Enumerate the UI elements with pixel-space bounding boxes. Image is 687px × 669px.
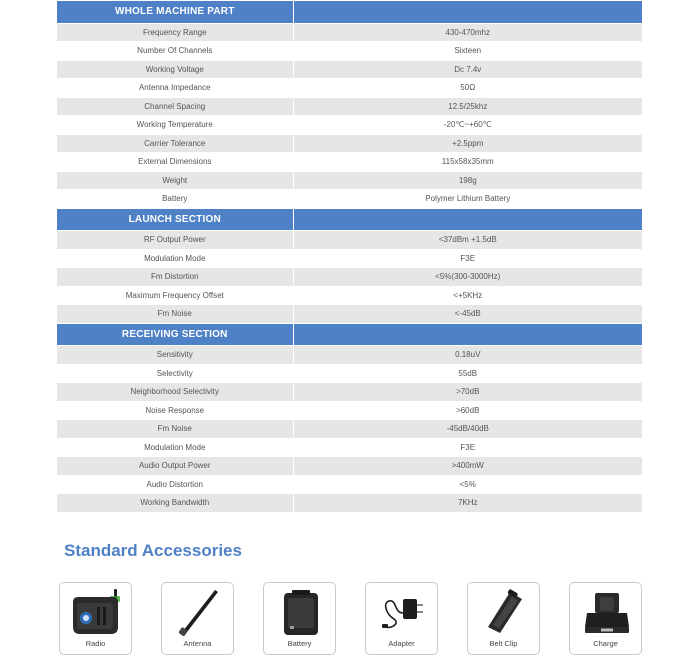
table-row	[57, 171, 642, 190]
table-row	[57, 305, 642, 324]
table-row	[57, 364, 642, 383]
table-row	[57, 401, 642, 420]
table-row	[57, 268, 642, 287]
spec-value: <-45dB	[293, 305, 642, 324]
accessory-label-adapter: Adapter	[388, 639, 415, 648]
accessory-label-radio: Radio	[85, 639, 106, 648]
accessory-battery	[263, 582, 336, 655]
spec-value: 7KHz	[293, 494, 642, 513]
spec-label: Frequency Range	[57, 23, 293, 42]
spec-value: 50Ω	[293, 79, 642, 98]
charger-icon	[576, 587, 637, 637]
spec-label: External Dimensions	[57, 153, 293, 172]
accessory-label-antenna: Antenna	[183, 639, 212, 648]
accessory-label-belt-clip: Belt Clip	[489, 639, 518, 648]
spec-label: Modulation Mode	[57, 249, 293, 268]
adapter-icon	[372, 587, 433, 637]
table-row	[57, 383, 642, 402]
table-row	[57, 420, 642, 439]
spec-label: Audio Distortion	[57, 475, 293, 494]
spec-label: Neighborhood Selectivity	[57, 383, 293, 402]
spec-value: Dc 7.4v	[293, 60, 642, 79]
spec-label: Working Temperature	[57, 116, 293, 135]
table-row	[57, 231, 642, 250]
table-row	[57, 79, 642, 98]
table-row	[57, 42, 642, 61]
accessories-title: Standard Accessories	[64, 541, 242, 560]
spec-value: >60dB	[293, 401, 642, 420]
section-title: WHOLE MACHINE PART	[57, 1, 293, 23]
accessory-belt-clip	[467, 582, 540, 655]
spec-table	[57, 1, 642, 513]
section-header-blank	[293, 208, 642, 231]
spec-label: Noise Response	[57, 401, 293, 420]
section-header	[57, 208, 642, 231]
spec-value: Sixteen	[293, 42, 642, 61]
table-row	[57, 23, 642, 42]
spec-label: Fm Noise	[57, 420, 293, 439]
table-row	[57, 134, 642, 153]
spec-value: F3E	[293, 438, 642, 457]
spec-value: Polymer Lithium Battery	[293, 190, 642, 209]
table-row	[57, 97, 642, 116]
spec-label: Working Voltage	[57, 60, 293, 79]
section-header	[57, 1, 642, 23]
accessories-list	[59, 582, 645, 657]
spec-value: F3E	[293, 249, 642, 268]
spec-label: Channel Spacing	[57, 97, 293, 116]
section-header-blank	[293, 323, 642, 346]
spec-value: -45dB/40dB	[293, 420, 642, 439]
section-header-blank	[293, 1, 642, 23]
table-row	[57, 494, 642, 513]
spec-value: 115x58x35mm	[293, 153, 642, 172]
section-title: RECEIVING SECTION	[57, 323, 293, 346]
antenna-icon	[168, 587, 229, 637]
section-title: LAUNCH SECTION	[57, 208, 293, 231]
spec-value: 430-470mhz	[293, 23, 642, 42]
spec-value: >70dB	[293, 383, 642, 402]
table-row	[57, 249, 642, 268]
spec-value: 0.18uV	[293, 346, 642, 365]
spec-value: <5%	[293, 475, 642, 494]
radio-icon	[66, 587, 127, 637]
spec-value: <+5KHz	[293, 286, 642, 305]
spec-value: 55dB	[293, 364, 642, 383]
accessory-label-charger: Charge	[593, 639, 618, 648]
table-row	[57, 475, 642, 494]
spec-value: 12.5/25khz	[293, 97, 642, 116]
spec-value: <5%(300-3000Hz)	[293, 268, 642, 287]
table-row	[57, 286, 642, 305]
accessory-antenna	[161, 582, 234, 655]
section-header	[57, 323, 642, 346]
spec-label: Sensitivity	[57, 346, 293, 365]
spec-label: Modulation Mode	[57, 438, 293, 457]
spec-label: Fm Noise	[57, 305, 293, 324]
battery-icon	[270, 587, 331, 637]
spec-value: +2.5ppm	[293, 134, 642, 153]
spec-label: RF Output Power	[57, 231, 293, 250]
accessory-radio	[59, 582, 132, 655]
accessory-charger	[569, 582, 642, 655]
belt-clip-icon	[474, 587, 535, 637]
table-row	[57, 190, 642, 209]
spec-label: Fm Distortion	[57, 268, 293, 287]
spec-value: -20℃~+60℃	[293, 116, 642, 135]
spec-label: Carrier Tolerance	[57, 134, 293, 153]
spec-label: Audio Output Power	[57, 457, 293, 476]
table-row	[57, 153, 642, 172]
table-row	[57, 60, 642, 79]
spec-label: Working Bandwidth	[57, 494, 293, 513]
spec-label: Selectivity	[57, 364, 293, 383]
accessory-adapter	[365, 582, 438, 655]
spec-label: Weight	[57, 171, 293, 190]
spec-value: 198g	[293, 171, 642, 190]
spec-value: >400mW	[293, 457, 642, 476]
spec-label: Battery	[57, 190, 293, 209]
accessory-label-battery: Battery	[287, 639, 312, 648]
table-row	[57, 438, 642, 457]
table-row	[57, 116, 642, 135]
spec-label: Number Of Channels	[57, 42, 293, 61]
spec-label: Antenna Impedance	[57, 79, 293, 98]
table-row	[57, 346, 642, 365]
table-row	[57, 457, 642, 476]
spec-label: Maximum Frequency Offset	[57, 286, 293, 305]
spec-value: <37dBm +1.5dB	[293, 231, 642, 250]
